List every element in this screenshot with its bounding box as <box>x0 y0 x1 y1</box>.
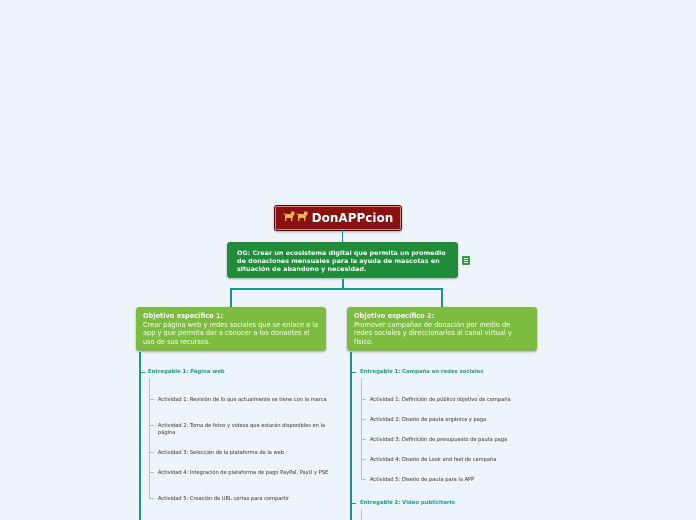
connector <box>361 439 366 440</box>
deliverable-2-1[interactable]: Entregable 1: Campaña en redes sociales <box>360 369 484 375</box>
activity-2-1-5[interactable]: Actividad 5: Diseño de pauta para la APP <box>370 477 475 483</box>
connector <box>441 288 443 307</box>
activity-1-1-3[interactable]: Actividad 3: Selección de la plataforma de la web <box>158 450 285 456</box>
activity-2-1-3[interactable]: Actividad 3: Definición de presupuesto de pauta paga <box>370 437 508 443</box>
note-icon[interactable] <box>462 256 470 265</box>
connector <box>350 372 356 373</box>
root-topic[interactable] <box>274 205 402 231</box>
connector <box>350 503 356 504</box>
connector <box>149 498 154 499</box>
connector <box>149 452 154 453</box>
connector <box>230 288 443 290</box>
activity-1-1-4[interactable]: Actividad 4: Integración de plataforma de pago PayPal, PayU y PSE <box>158 470 329 476</box>
objective-text: Promover campañas de donación por medio de redes sociales y direccionarlos al canal virtual y físico. <box>354 320 512 346</box>
objective-1-topic[interactable] <box>136 307 326 351</box>
deliverable-2-2[interactable]: Entregable 2: Video publicitario <box>360 500 455 506</box>
objective-title: Objetivo específico 1: <box>143 312 224 320</box>
connector <box>139 372 145 373</box>
connector <box>149 378 150 499</box>
connector <box>230 288 232 307</box>
activity-1-1-5[interactable]: Actividad 5: Creación de URL cortas para compartir <box>158 496 289 502</box>
activity-1-1-1[interactable]: Actividad 1: Revisión de lo que actualmente se tiene con la marca <box>158 397 327 403</box>
connector <box>149 399 154 400</box>
activity-1-1-2[interactable]: Actividad 2: Toma de fotos y videos que estarán disponibles en la página <box>158 423 326 436</box>
og-text: OG: Crear un ecosistema digital que permita un promedio de donaciones mensuales para la ayuda de mascotas en situación de abandono y necesidad. <box>237 249 446 273</box>
objective-2-topic[interactable] <box>347 307 537 351</box>
dogs-icon <box>283 211 309 225</box>
objective-text: Crear página web y redes sociales que se enlace a la app y que permita dar a conocer a los donantes el uso de sus recursos. <box>143 320 319 346</box>
activity-2-1-1[interactable]: Actividad 1: Definición de público objetivo de campaña <box>370 397 511 403</box>
connector <box>361 459 366 460</box>
og-topic[interactable] <box>227 242 458 278</box>
connector <box>361 479 366 480</box>
connector <box>342 230 343 242</box>
connector <box>139 352 141 520</box>
connector <box>149 472 154 473</box>
connector <box>350 352 352 520</box>
deliverable-1-1[interactable]: Entregable 1: Página web <box>148 369 225 375</box>
connector <box>361 419 366 420</box>
objective-title: Objetivo específico 2: <box>354 312 435 320</box>
connector <box>361 378 362 480</box>
connector <box>361 399 366 400</box>
activity-2-1-2[interactable]: Actividad 2: Diseño de pauta orgánica y paga <box>370 417 487 423</box>
activity-2-1-4[interactable]: Actividad 4: Diseño de Look and feel de campaña <box>370 457 497 463</box>
connector <box>149 425 154 426</box>
connector <box>361 509 362 520</box>
root-title: DonAPPcion <box>311 211 394 225</box>
